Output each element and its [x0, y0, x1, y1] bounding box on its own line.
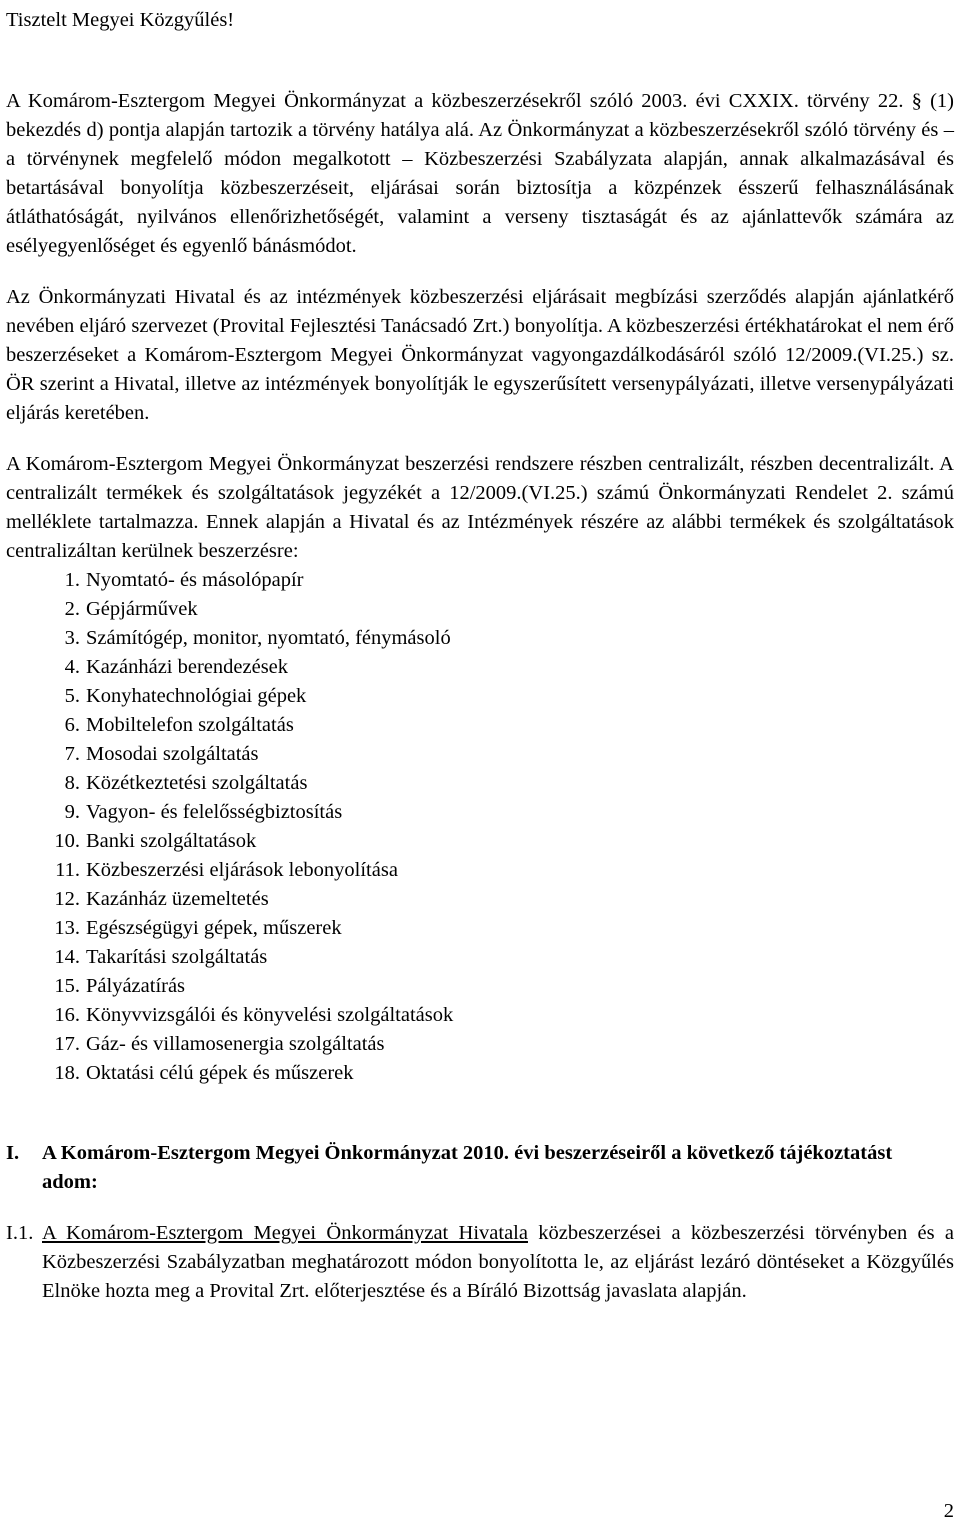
subsection-underlined-subject: A Komárom-Esztergom Megyei Önkormányzat Hivatala	[42, 1222, 528, 1244]
list-item-number: 13.	[54, 917, 80, 939]
list-item-number: 16.	[54, 1004, 80, 1026]
list-item-number: 8.	[64, 772, 80, 794]
list-item-number: 4.	[64, 656, 80, 678]
list-item	[6, 653, 954, 682]
list-item	[6, 566, 954, 595]
list-item-number: 9.	[64, 801, 80, 823]
list-item-number: 7.	[64, 743, 80, 765]
list-item	[6, 914, 954, 943]
list-item	[6, 827, 954, 856]
hivatal-paragraph: Az Önkormányzati Hivatal és az intézmények közbeszerzési eljárásait megbízási szerződés alapján ajánlatkérő nevében eljáró szervezet (Provital Fejlesztési Tanácsadó Zrt.) bonyolítja. A közbeszerzési értékhatárokat el nem érő beszerzéseket a Komárom-Esztergom Megyei Önkormányzat vagyongazdálkodásáról szóló 12/2009.(VI.25.) sz. ÖR szerint a Hivatal, illetve az intézmények bonyolítják le egyszerűsített versenypályázati, illetve versenypályázati eljárás keretében.	[6, 286, 954, 424]
page-number: 2	[943, 1500, 954, 1522]
list-item-text: Egészségügyi gépek, műszerek	[86, 917, 342, 939]
section-title: A Komárom-Esztergom Megyei Önkormányzat 2010. évi beszerzéseiről a következő tájékoztatást adom:	[42, 1142, 893, 1193]
subsection-number: I.1.	[6, 1222, 34, 1244]
section-number: I.	[6, 1142, 20, 1164]
list-item-text: Takarítási szolgáltatás	[86, 946, 268, 968]
list-item-number: 11.	[55, 859, 80, 881]
list-item-number: 15.	[54, 975, 80, 997]
list-item-number: 1.	[64, 569, 80, 591]
list-item	[6, 1059, 954, 1088]
list-item-text: Konyhatechnológiai gépek	[86, 685, 307, 707]
list-item-number: 17.	[54, 1033, 80, 1055]
list-item	[6, 943, 954, 972]
list-item-number: 12.	[54, 888, 80, 910]
document-page	[6, 0, 954, 1306]
list-item-text: Közbeszerzési eljárások lebonyolítása	[86, 859, 398, 881]
subsection	[6, 1219, 954, 1306]
list-item-text: Gépjárművek	[86, 598, 198, 620]
list-item-text: Könyvvizsgálói és könyvelési szolgáltatások	[86, 1004, 454, 1026]
list-item	[6, 624, 954, 653]
list-item-text: Mosodai szolgáltatás	[86, 743, 259, 765]
list-item	[6, 769, 954, 798]
list-item	[6, 885, 954, 914]
list-item-text: Mobiltelefon szolgáltatás	[86, 714, 294, 736]
list-item-number: 2.	[64, 598, 80, 620]
salutation: Tisztelt Megyei Közgyűlés!	[6, 9, 235, 31]
centralized-items-list	[6, 566, 954, 1088]
beszerzes-paragraph: A Komárom-Esztergom Megyei Önkormányzat beszerzési rendszere részben centralizált, részben decentralizált. A centralizált termékek és szolgáltatások jegyzékét a 12/2009.(VI.25.) számú Önkormányzati Rendelet 2. számú melléklete tartalmazza. Ennek alapján a Hivatal és az Intézmények részére az alábbi termékek és szolgáltatások centralizáltan kerülnek beszerzésre:	[6, 453, 954, 562]
list-item-text: Banki szolgáltatások	[86, 830, 257, 852]
list-item-number: 3.	[64, 627, 80, 649]
list-item-text: Számítógép, monitor, nyomtató, fénymásoló	[86, 627, 451, 649]
list-item	[6, 972, 954, 1001]
list-item	[6, 711, 954, 740]
list-item	[6, 1001, 954, 1030]
list-item-text: Pályázatírás	[86, 975, 186, 997]
list-item-text: Vagyon- és felelősségbiztosítás	[86, 801, 343, 823]
list-item	[6, 682, 954, 711]
list-item	[6, 740, 954, 769]
subsection-text	[42, 1219, 954, 1306]
list-item-text: Gáz- és villamosenergia szolgáltatás	[86, 1033, 385, 1055]
list-item-text: Közétkeztetési szolgáltatás	[86, 772, 308, 794]
list-item-number: 10.	[54, 830, 80, 852]
list-item	[6, 856, 954, 885]
section-heading	[6, 1139, 954, 1197]
list-item-text: Kazánház üzemeltetés	[86, 888, 269, 910]
list-item	[6, 1030, 954, 1059]
list-item-number: 14.	[54, 946, 80, 968]
list-item-number: 5.	[64, 685, 80, 707]
subsection-body: közbeszerzései a közbeszerzési törvényben és a Közbeszerzési Szabályzatban meghatározott módon bonyolította le, az eljárást lezáró döntéseket a Közgyűlés Elnöke hozta meg a Provital Zrt. előterjesztése és a Bíráló Bizottság javaslata alapján.	[42, 1222, 954, 1302]
list-item	[6, 798, 954, 827]
list-item-text: Oktatási célú gépek és műszerek	[86, 1062, 354, 1084]
list-item-text: Kazánházi berendezések	[86, 656, 289, 678]
list-item-text: Nyomtató- és másolópapír	[86, 569, 304, 591]
list-item-number: 6.	[64, 714, 80, 736]
intro-paragraph: A Komárom-Esztergom Megyei Önkormányzat a közbeszerzésekről szóló 2003. évi CXXIX. törvény 22. § (1) bekezdés d) pontja alapján tartozik a törvény hatálya alá. Az Önkormányzat a közbeszerzésekről szóló törvény és – a törvénynek megfelelő módon megalkotott – Közbeszerzési Szabályzata alapján, annak alkalmazásával és betartásával bonyolítja közbeszerzéseit, eljárásai során biztosítja a közpénzek ésszerű felhasználásának átláthatóságát, nyilvános ellenőrizhetőségét, valamint a verseny tisztaságát és az ajánlattevők számára az esélyegyenlőséget és egyenlő bánásmódot.	[6, 90, 954, 257]
list-item-number: 18.	[54, 1062, 80, 1084]
list-item	[6, 595, 954, 624]
